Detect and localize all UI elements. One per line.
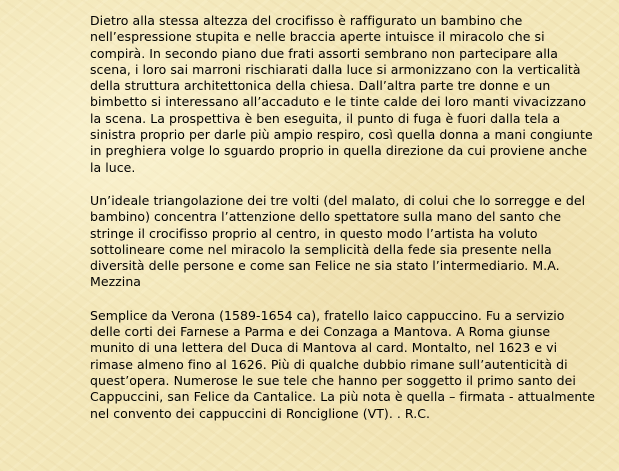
article-body bbox=[90, 13, 595, 439]
paragraph-artist-biography: Semplice da Verona (1589-1654 ca), fratello laico cappuccino. Fu a servizio delle corti dei Farnese a Parma e dei Conzaga a Mantova. A Roma giunse munito di una lettera del Duca di Mantova al card. Montalto, nel 1623 e vi rimase almeno fino al 1626. Più di qualche dubbio rimane sull’autenticità di quest’opera. Numerose le sue tele che hanno per soggetto il primo santo dei Cappuccini, san Felice da Cantalice. La più nota è quella – firmata - attualmente nel convento dei cappuccini di Ronciglione (VT). . R.C. bbox=[90, 307, 595, 421]
paragraph-triangulation: Un’ideale triangolazione dei tre volti (del malato, di colui che lo sorregge e del bambino) concentra l’attenzione dello spettatore sulla mano del santo che stringe il crocifisso proprio al centro, in questo modo l’artista ha voluto sottolineare come nel miracolo la semplicità della fede sia presente nella diversità delle persone e come san Felice ne sia stato l’intermediario. M.A. Mezzina bbox=[90, 192, 586, 290]
paragraph-painting-description: Dietro alla stessa altezza del crocifisso è raffigurato un bambino che nell’espressione stupita e nelle braccia aperte intuisce il miracolo che si compirà. In secondo piano due frati assorti sembrano non partecipare alla scena, i loro sai marroni rischiarati dalla luce si armonizzano con la verticalità della struttura architettonica della chiesa. Dall’altra parte tre donne e un bimbetto si interessano all’accaduto e le tinte calde dei loro manti vivacizzano la scena. La prospettiva è ben eseguita, il punto di fuga è fuori dalla tela a sinistra proprio per darle più ampio respiro, così quella donna a mani congiunte in preghiera volge lo sguardo proprio in quella direzione da cui proviene anche la luce. bbox=[90, 13, 593, 175]
